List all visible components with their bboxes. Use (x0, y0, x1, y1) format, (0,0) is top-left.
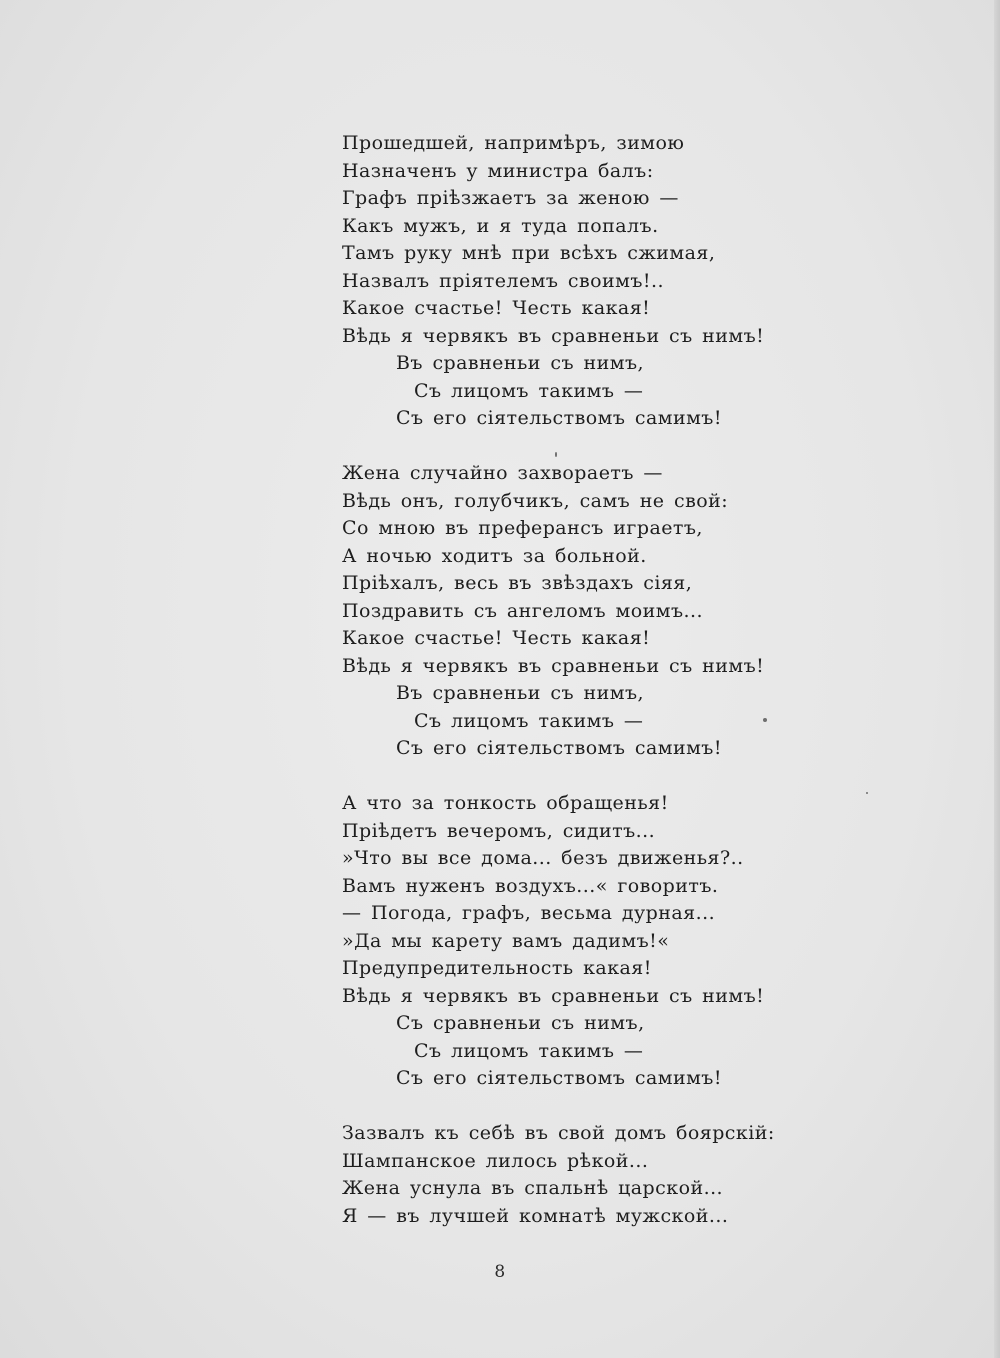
poem-line: Тамъ руку мнѣ при всѣхъ сжимая, (342, 242, 716, 264)
poem-line: Назвалъ пріятелемъ своимъ!.. (342, 269, 664, 292)
print-speck (555, 452, 557, 457)
poem-line: Я — въ лучшей комнатѣ мужской... (342, 1204, 729, 1227)
print-speck (763, 718, 767, 722)
poem-line: Предупредительность какая! (342, 957, 652, 979)
poem-line: Съ его сіятельствомъ самимъ! (396, 407, 722, 429)
poem-line: Вѣдь онъ, голубчикъ, самъ не свой: (342, 489, 729, 512)
page-edge-shadow (994, 0, 1000, 1358)
poem-line: Съ его сіятельствомъ самимъ! (396, 1067, 722, 1089)
poem-line: Вамъ нуженъ воздухъ...« говоритъ. (342, 874, 719, 897)
poem-line: Съ лицомъ такимъ — (414, 1039, 644, 1062)
poem-line: Съ лицомъ такимъ — (414, 379, 644, 402)
poem-line: А что за тонкость обращенья! (342, 792, 669, 814)
poem-line: Графъ пріѣзжаетъ за женою — (342, 187, 679, 209)
stanza (342, 460, 942, 763)
poem-line: Вѣдь я червякъ въ сравненьи съ нимъ! (342, 324, 765, 347)
poem-line: Съ лицомъ такимъ — (414, 709, 644, 732)
print-speck (866, 792, 868, 794)
poem-line: »Да мы карету вамъ дадимъ!« (342, 929, 670, 952)
poem-line: »Что вы все дома... безъ движенья?.. (342, 847, 744, 869)
poem-line: Какое счастье! Честь какая! (342, 627, 651, 649)
poem-line: Вѣдь я червякъ въ сравненьи съ нимъ! (342, 654, 765, 677)
poem-line: Какое счастье! Честь какая! (342, 297, 651, 319)
poem-line: Шампанское лилось рѣкой... (342, 1149, 649, 1172)
poem-text (342, 130, 942, 1230)
poem-line: Въ сравненьи съ нимъ, (396, 352, 644, 374)
poem-line: Поздравить съ ангеломъ моимъ... (342, 599, 704, 622)
page-number: 8 (494, 1262, 506, 1282)
poem-line: Съ его сіятельствомъ самимъ! (396, 737, 722, 759)
poem-line: Съ сравненьи съ нимъ, (396, 1012, 645, 1034)
poem-line: Прошедшей, напримѣръ, зимою (342, 132, 685, 154)
poem-line: А ночью ходитъ за больной. (342, 544, 647, 567)
poem-line: — Погода, графъ, весьма дурная... (342, 902, 716, 924)
poem-line: Вѣдь я червякъ въ сравненьи съ нимъ! (342, 984, 765, 1007)
stanza (342, 790, 942, 1093)
poem-line: Со мною въ преферансъ играетъ, (342, 517, 703, 539)
poem-line: Какъ мужъ, и я туда попалъ. (342, 214, 659, 237)
stanza (342, 1120, 942, 1230)
poem-line: Въ сравненьи съ нимъ, (396, 682, 644, 704)
poem-line: Назначенъ у министра балъ: (342, 159, 654, 182)
poem-line: Жена уснула въ спальнѣ царской... (342, 1177, 724, 1199)
poem-line: Жена случайно захвораетъ — (342, 462, 663, 484)
poem-line: Зазвалъ къ себѣ въ свой домъ боярскій: (342, 1122, 775, 1144)
poem-line: Пріѣдетъ вечеромъ, сидитъ... (342, 819, 656, 842)
poem-line: Пріѣхалъ, весь въ звѣздахъ сіяя, (342, 572, 693, 594)
stanza (342, 130, 942, 433)
